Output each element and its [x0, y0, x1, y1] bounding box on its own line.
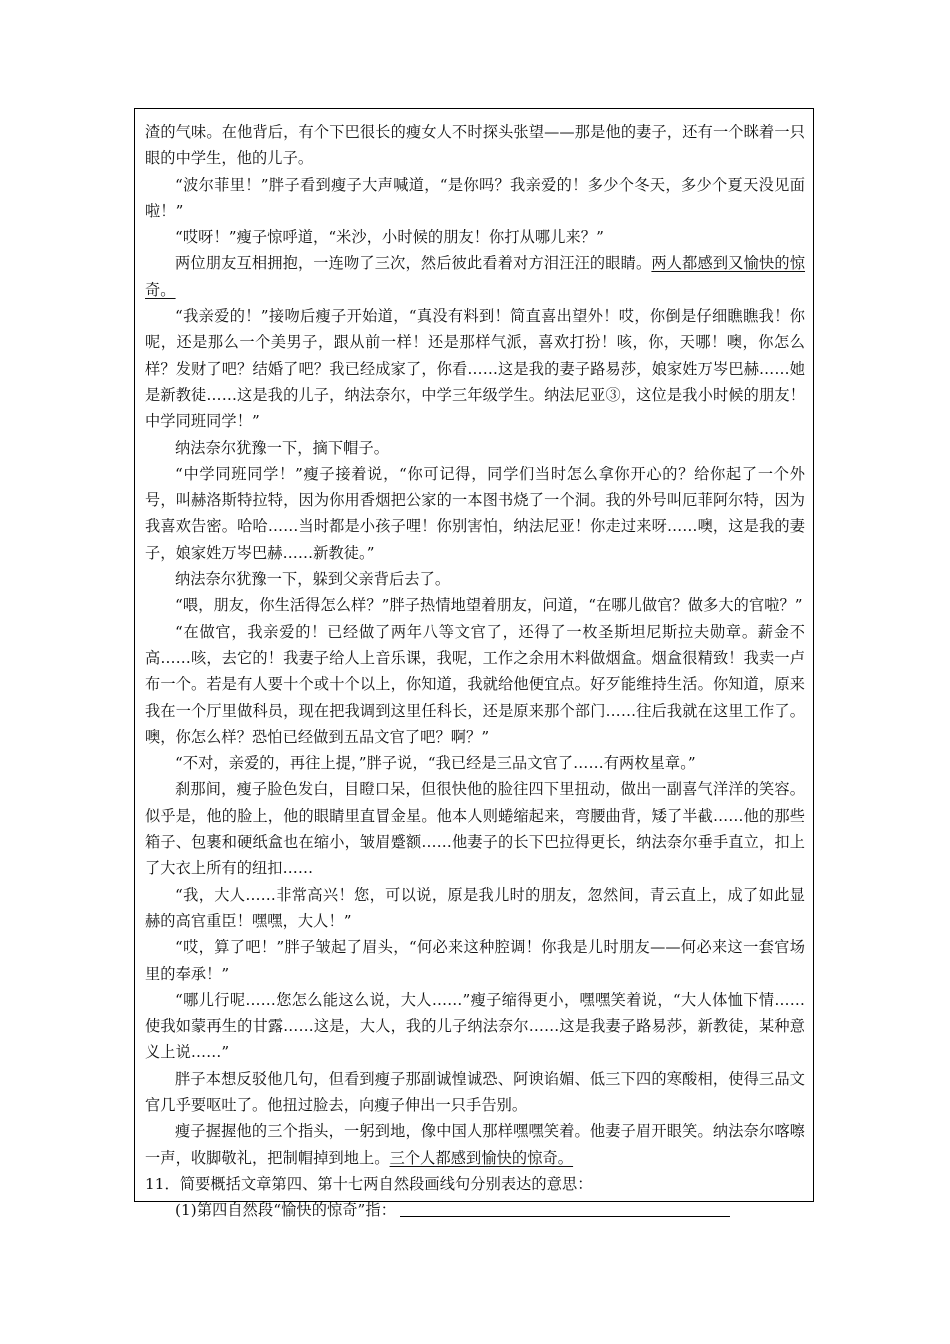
paragraph-4	[145, 250, 805, 303]
paragraph-text: “喂，朋友，你生活得怎么样？”胖子热情地望着朋友，问道，“在哪儿做官？做多大的官啦？”	[175, 596, 803, 615]
paragraph-5	[145, 303, 805, 434]
question-item-1-label: (1)第四自然段“愉快的惊奇”指：	[175, 1201, 396, 1220]
paragraph-text: “在做官，我亲爱的！已经做了两年八等文官了，还得了一枚圣斯坦尼斯拉夫勋章。薪金不高……咳，去它的！我妻子给人上音乐课，我呢，工作之余用木料做烟盒。烟盒很精致！我卖一卢布一个。若是有人要十个或十个以上，你知道，我就给他便宜点。好歹能维持生活。你知道，原来我在一个厅里做科员，现在把我调到这里任科长，还是原来那个部门……往后我就在这里工作了。噢，你怎么样？恐怕已经做到五品文官了吧？啊？”	[145, 622, 805, 746]
article-body	[145, 119, 805, 1171]
paragraph-text: “哎，算了吧！”胖子皱起了眉头，“何必来这种腔调！你我是儿时朋友——何必来这一套官场里的奉承！”	[145, 938, 805, 983]
paragraph-13	[145, 882, 805, 935]
underlined-sentence: 两人都感到又愉快的惊奇。	[145, 254, 806, 299]
paragraph-2	[145, 172, 805, 225]
paragraph-8	[145, 566, 805, 592]
paragraph-17	[145, 1118, 805, 1171]
paragraph-10	[145, 619, 805, 750]
paragraph-14	[145, 934, 805, 987]
paragraph-15	[145, 987, 805, 1066]
question-title: 11．简要概括文章第四、第十七两自然段画线句分别表达的意思：	[145, 1174, 593, 1193]
paragraph-text: “不对，亲爱的，再往上提，”胖子说，“我已经是三品文官了……有两枚星章。”	[175, 754, 696, 773]
paragraph-text: 两位朋友互相拥抱，一连吻了三次，然后彼此看着对方泪汪汪的眼睛。	[175, 254, 652, 273]
paragraph-1	[145, 119, 805, 172]
paragraph-text: “波尔菲里！”胖子看到瘦子大声喊道，“是你吗？我亲爱的！多少个冬天，多少个夏天没见面啦！”	[145, 175, 805, 220]
paragraph-7	[145, 461, 805, 566]
paragraph-text: 瘦子握握他的三个指头，一躬到地，像中国人那样嘿嘿笑着。他妻子眉开眼笑。纳法奈尔喀嚓一声，收脚敬礼，把制帽掉到地上。	[145, 1122, 805, 1167]
paragraph-9	[145, 592, 805, 618]
paragraph-text: 渣的气味。在他背后，有个下巴很长的瘦女人不时探头张望——那是他的妻子，还有一个眯着一只眼的中学生，他的儿子。	[145, 123, 805, 168]
paragraph-text: 纳法奈尔犹豫一下，摘下帽子。	[175, 438, 390, 457]
paragraph-text: “哎呀！”瘦子惊呼道，“米沙，小时候的朋友！你打从哪儿来？”	[175, 228, 604, 247]
paragraph-11	[145, 750, 805, 776]
paragraph-text: “哪儿行呢……您怎么能这么说，大人……”瘦子缩得更小，嘿嘿笑着说，“大人体恤下情……使我如蒙再生的甘露……这是，大人，我的儿子纳法奈尔……这是我妻子路易莎，新教徒，某种意义上说……”	[145, 990, 805, 1062]
answer-blank-line[interactable]	[400, 1202, 730, 1217]
paragraph-6	[145, 435, 805, 461]
paragraph-text: “中学同班同学！”瘦子接着说，“你可记得，同学们当时怎么拿你开心的？给你起了一个外号，叫赫洛斯特拉特，因为你用香烟把公家的一本图书烧了一个洞。我的外号叫厄菲阿尔特，因为我喜欢告密。哈哈……当时都是小孩子哩！你别害怕，纳法尼亚！你走过来呀……噢，这是我的妻子，娘家姓万岑巴赫……新教徒。”	[145, 464, 805, 562]
paragraph-text: “我，大人……非常高兴！您，可以说，原是我儿时的朋友，忽然间，青云直上，成了如此显赫的高官重臣！嘿嘿，大人！”	[145, 885, 805, 930]
paragraph-text: 胖子本想反驳他几句，但看到瘦子那副诚惶诚恐、阿谀谄媚、低三下四的寒酸相，使得三品文官几乎要呕吐了。他扭过脸去，向瘦子伸出一只手告别。	[145, 1069, 805, 1114]
paragraph-text: “我亲爱的！”接吻后瘦子开始道，“真没有料到！简直喜出望外！哎，你倒是仔细瞧瞧我！你呢，还是那么一个美男子，跟从前一样！还是那样气派，喜欢打扮！咳，你，天哪！噢，你怎么样？发财了吧？结婚了吧？我已经成家了，你看……这是我的妻子路易莎，娘家姓万岑巴赫……她是新教徒……这是我的儿子，纳法奈尔，中学三年级学生。纳法尼亚③，这位是我小时候的朋友！中学同班同学！”	[145, 307, 805, 431]
question-item-1	[145, 1197, 805, 1223]
paragraph-12	[145, 776, 805, 881]
document-frame	[134, 108, 814, 1220]
underlined-sentence: 三个人都感到愉快的惊奇。	[389, 1148, 574, 1167]
paragraph-16	[145, 1066, 805, 1119]
paragraph-text: 纳法奈尔犹豫一下，躲到父亲背后去了。	[175, 570, 451, 589]
paragraph-text: 刹那间，瘦子脸色发白，目瞪口呆，但很快他的脸往四下里扭动，做出一副喜气洋洋的笑容。似乎是，他的脸上，他的眼睛里直冒金星。他本人则蜷缩起来，弯腰曲背，矮了半截……他的那些箱子、包裹和硬纸盒也在缩小，皱眉蹙额……他妻子的长下巴拉得更长，纳法奈尔垂手直立，扣上了大衣上所有的纽扣……	[145, 780, 805, 878]
paragraph-3	[145, 224, 805, 250]
